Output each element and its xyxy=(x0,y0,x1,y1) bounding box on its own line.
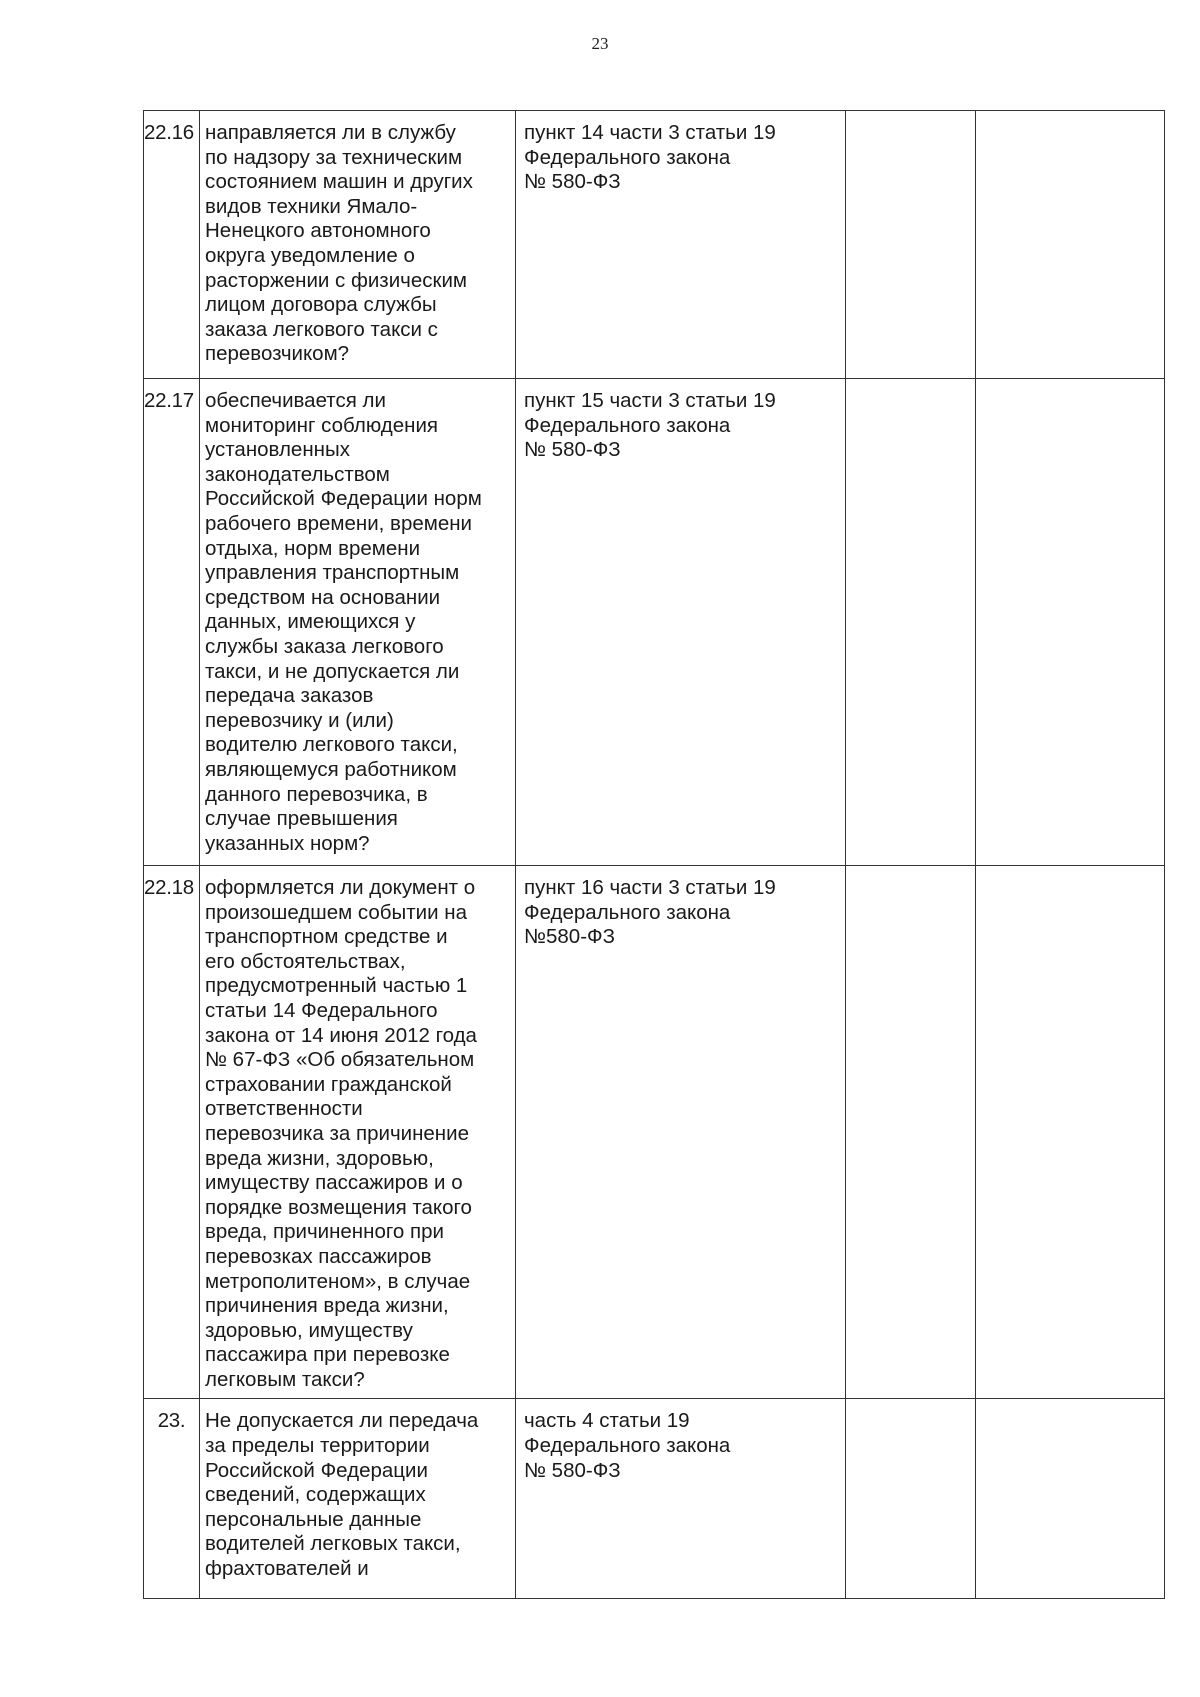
question-line: установленных xyxy=(205,438,350,462)
question-line: законодательством xyxy=(205,462,390,486)
question-line: обеспечивается ли xyxy=(205,389,386,412)
question-line: Российской Федерации норм xyxy=(205,487,482,511)
reference-line: Федерального закона xyxy=(524,145,731,169)
note-cell xyxy=(976,866,1165,1399)
reference-line: № 580-ФЗ xyxy=(524,170,621,194)
question-line: состоянием машин и других xyxy=(205,170,473,194)
question-cell xyxy=(200,866,516,1399)
item-number: 23. xyxy=(144,1399,200,1599)
question-line: средством на основании xyxy=(205,585,441,609)
reference-line: № 580-ФЗ xyxy=(524,1458,621,1482)
reference-line: пункт 15 части 3 статьи 19 xyxy=(524,389,776,412)
question-line: рабочего времени, времени xyxy=(205,511,473,535)
question-line: видов техники Ямало- xyxy=(205,194,418,218)
question-line: округа уведомление о xyxy=(205,243,415,267)
question-line: пассажира при перевозке xyxy=(205,1343,450,1367)
reference-line: пункт 14 части 3 статьи 19 xyxy=(524,121,776,144)
answer-cell xyxy=(846,379,976,866)
table-row xyxy=(144,111,1165,379)
question-line: указанных норм? xyxy=(205,831,370,855)
question-line: оформляется ли документ о xyxy=(205,876,476,899)
question-line: предусмотренный частью 1 xyxy=(205,974,468,998)
question-cell xyxy=(200,379,516,866)
question-line: являющемуся работником xyxy=(205,757,457,781)
question-line: Российской Федерации xyxy=(205,1458,428,1482)
question-line: ответственности xyxy=(205,1097,363,1121)
question-line: статьи 14 Федерального xyxy=(205,998,438,1022)
question-line: заказа легкового такси с xyxy=(205,317,438,341)
question-line: данных, имеющихся у xyxy=(205,610,416,634)
checklist-table xyxy=(143,110,1165,1599)
question-line: перевозках пассажиров xyxy=(205,1244,432,1268)
note-cell xyxy=(976,379,1165,866)
question-line: его обстоятельствах, xyxy=(205,949,406,973)
question-line: за пределы территории xyxy=(205,1434,430,1458)
item-number: 22.18 xyxy=(144,866,200,1399)
question-line: Ненецкого автономного xyxy=(205,219,431,243)
note-cell xyxy=(976,111,1165,379)
legal-reference-cell xyxy=(516,1399,846,1599)
answer-cell xyxy=(846,866,976,1399)
question-line: лицом договора службы xyxy=(205,293,437,317)
question-line: Не допускается ли передача xyxy=(205,1409,479,1433)
question-line: страховании гражданской xyxy=(205,1072,452,1096)
legal-reference-cell xyxy=(516,111,846,379)
legal-reference-cell xyxy=(516,866,846,1399)
question-line: легковым такси? xyxy=(205,1367,365,1391)
question-line: водителю легкового такси, xyxy=(205,733,458,757)
answer-cell xyxy=(846,1399,976,1599)
reference-line: Федерального закона xyxy=(524,1434,731,1458)
reference-line: часть 4 статьи 19 xyxy=(524,1409,690,1433)
question-line: причинения вреда жизни, xyxy=(205,1294,449,1318)
question-line: фрахтователей и xyxy=(205,1557,369,1581)
question-line: такси, и не допускается ли xyxy=(205,659,460,683)
question-line: данного перевозчика, в xyxy=(205,782,428,806)
question-line: службы заказа легкового xyxy=(205,634,444,658)
question-line: передача заказов xyxy=(205,684,374,708)
question-line: здоровью, имуществу xyxy=(205,1318,413,1342)
question-line: сведений, содержащих xyxy=(205,1483,426,1507)
item-number: 22.17 xyxy=(144,379,200,866)
question-line: управления транспортным xyxy=(205,561,460,585)
question-line: имуществу пассажиров и о xyxy=(205,1171,463,1195)
question-line: направляется ли в службу xyxy=(205,121,456,144)
question-line: вреда, причиненного при xyxy=(205,1220,444,1244)
question-line: порядке возмещения такого xyxy=(205,1195,472,1219)
answer-cell xyxy=(846,111,976,379)
question-line: № 67-ФЗ «Об обязательном xyxy=(205,1048,475,1072)
question-line: случае превышения xyxy=(205,807,398,831)
question-line: отдыха, норм времени xyxy=(205,536,421,560)
question-cell xyxy=(200,1399,516,1599)
question-line: перевозчика за причинение xyxy=(205,1121,469,1145)
legal-reference-cell xyxy=(516,379,846,866)
reference-line: Федерального закона xyxy=(524,413,731,437)
reference-line: № 580-ФЗ xyxy=(524,438,621,462)
question-line: персональные данные xyxy=(205,1507,422,1531)
question-cell xyxy=(200,111,516,379)
question-line: метрополитеном», в случае xyxy=(205,1269,471,1293)
question-line: закона от 14 июня 2012 года xyxy=(205,1023,477,1047)
note-cell xyxy=(976,1399,1165,1599)
question-line: перевозчиком? xyxy=(205,342,350,366)
reference-line: Федерального закона xyxy=(524,900,731,924)
question-line: произошедшем событии на xyxy=(205,900,467,924)
question-line: по надзору за техническим xyxy=(205,145,463,169)
question-line: водителей легковых такси, xyxy=(205,1532,461,1556)
question-line: перевозчику и (или) xyxy=(205,708,394,732)
page-number: 23 xyxy=(591,34,609,53)
reference-line: пункт 16 части 3 статьи 19 xyxy=(524,876,776,899)
item-number: 22.16 xyxy=(144,111,200,379)
table-row xyxy=(144,866,1165,1399)
question-line: вреда жизни, здоровью, xyxy=(205,1146,434,1170)
table-row xyxy=(144,379,1165,866)
table-row xyxy=(144,1399,1165,1599)
question-line: мониторинг соблюдения xyxy=(205,413,438,437)
question-line: расторжении с физическим xyxy=(205,268,468,292)
reference-line: №580-ФЗ xyxy=(524,925,615,949)
question-line: транспортном средстве и xyxy=(205,925,448,949)
